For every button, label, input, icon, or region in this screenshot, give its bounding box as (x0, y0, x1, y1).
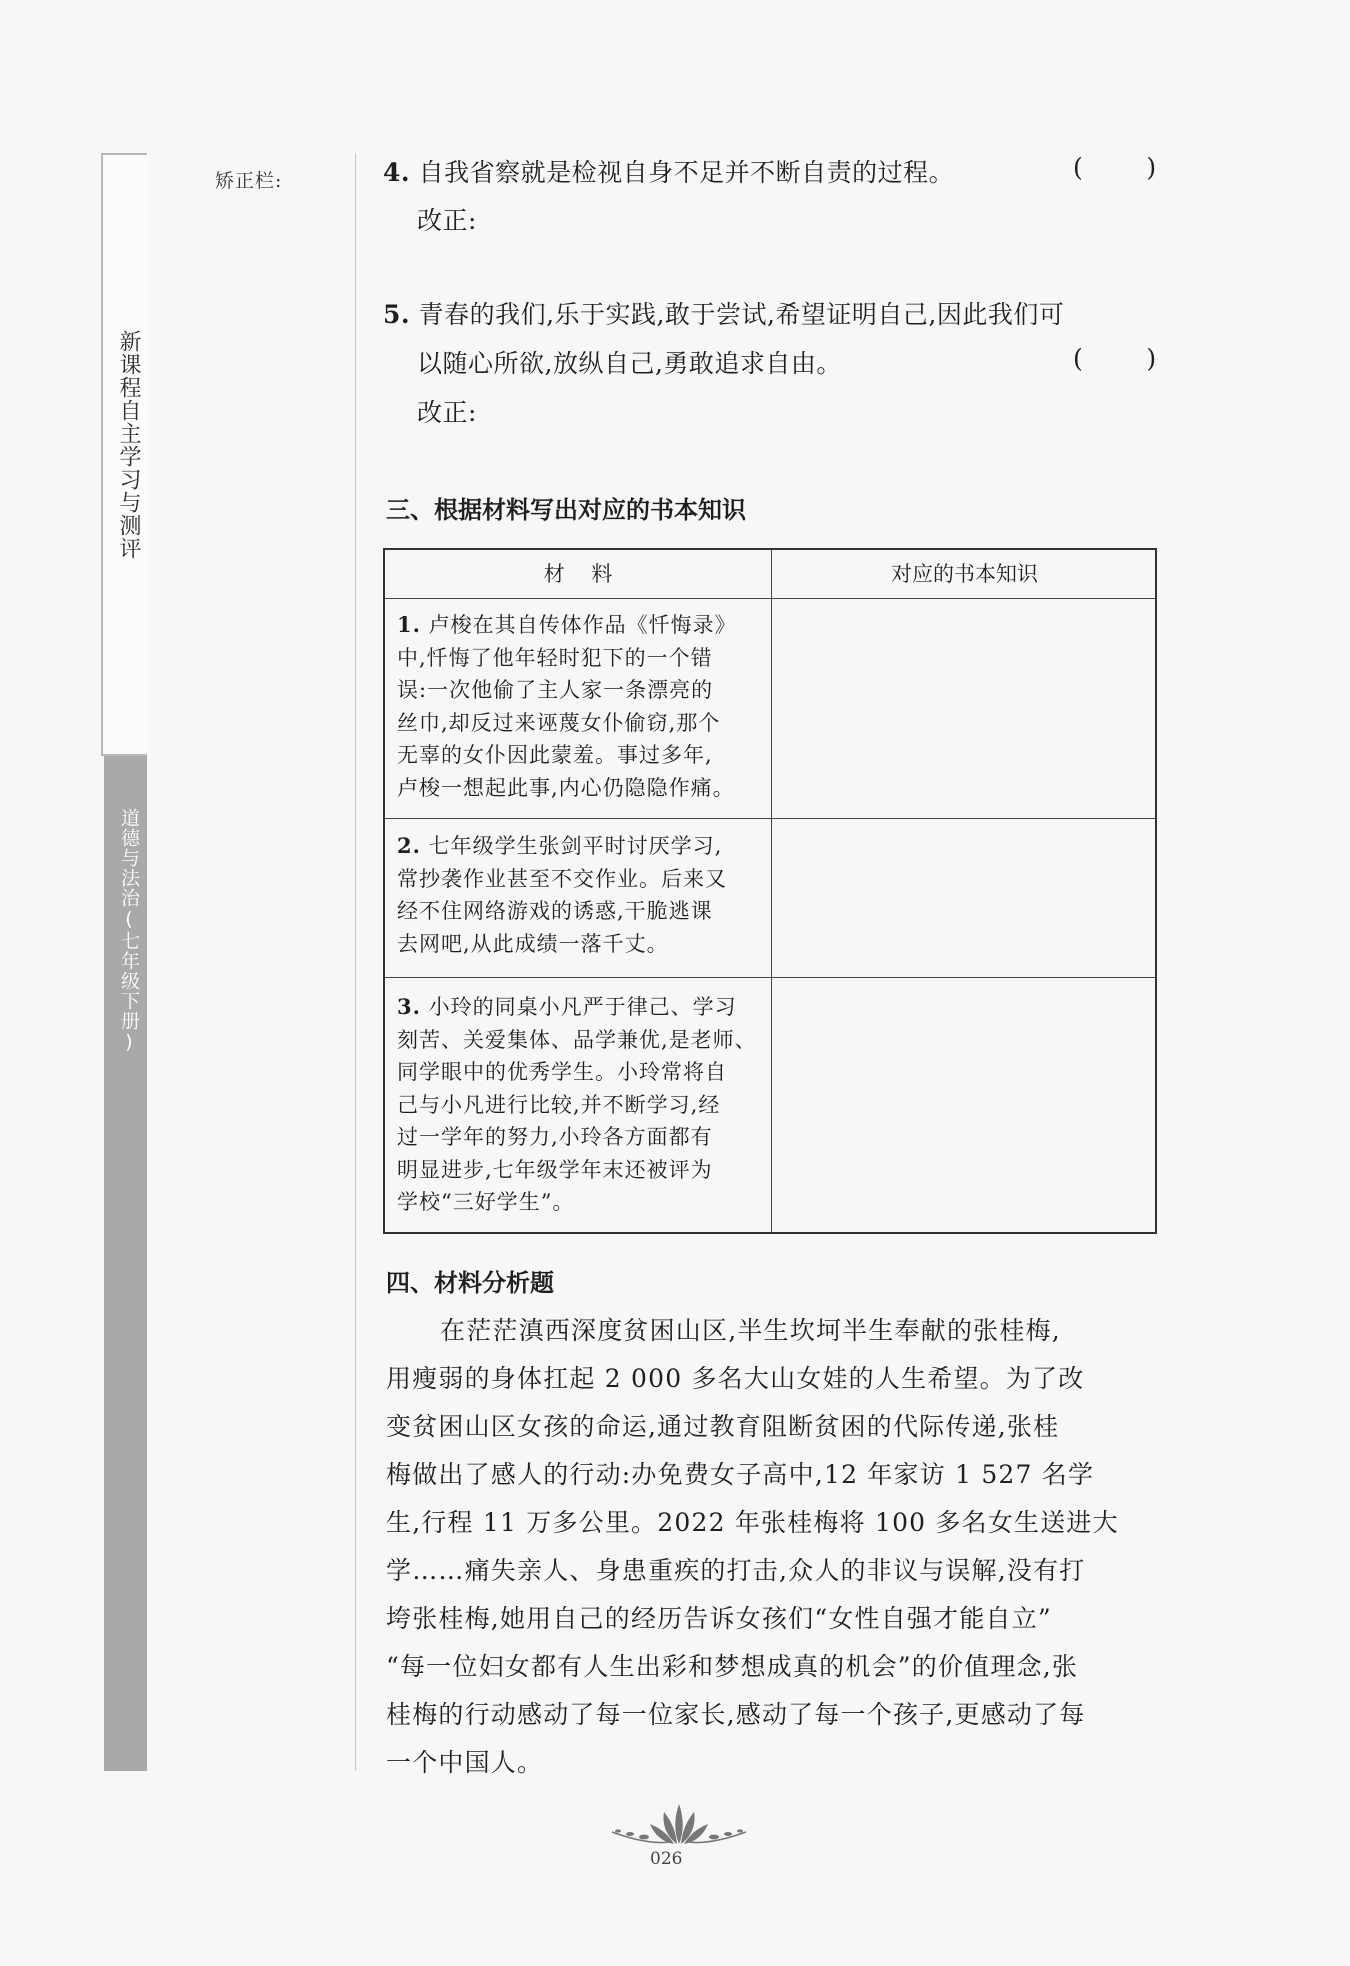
row-1-line-4: 丝巾,却反过来诬蔑女仆偷窃,那个 (397, 710, 721, 735)
row-1-number: 1. (397, 612, 421, 637)
floral-ornament-icon (604, 1800, 754, 1850)
table-row-divider-2 (385, 977, 1155, 978)
question-4-answer-paren[interactable]: ( ) (1073, 153, 1157, 182)
section-4-title: 四、材料分析题 (386, 1269, 554, 1297)
table-header-knowledge: 对应的书本知识 (891, 562, 1038, 586)
question-5-line-1 (383, 295, 1064, 331)
row-3-line-1: 小玲的同桌小凡严于律己、学习 (428, 995, 737, 1019)
row-3-line-6: 明显进步,七年级学年末还被评为 (397, 1157, 713, 1182)
question-5-text-1: 青春的我们,乐于实践,敢于尝试,希望证明自己,因此我们可 (418, 300, 1065, 329)
row-3-line-2: 刻苦、关爱集体、品学兼优,是老师、 (397, 1027, 757, 1052)
question-5-line-2: 以随心所欲,放纵自己,勇敢追求自由。 (417, 349, 842, 378)
table-column-divider (771, 550, 772, 1232)
row-2-number: 2. (397, 833, 421, 858)
row-2-line-3: 经不住网络游戏的诱惑,干脆逃课 (397, 899, 713, 923)
question-5-fix-label: 改正: (417, 398, 477, 427)
passage-line-3: 变贫困山区女孩的命运,通过教育阻断贫困的代际传递,张桂 (386, 1412, 1060, 1441)
question-4-line-1 (383, 153, 954, 189)
question-4-text: 自我省察就是检视自身不足并不断自责的过程。 (418, 158, 955, 187)
row-2-line-4: 去网吧,从此成绩一落千丈。 (397, 931, 669, 956)
correction-column-label: 矫正栏: (215, 170, 283, 192)
row-2-line-2: 常抄袭作业甚至不交作业。后来又 (397, 866, 727, 891)
series-name: 新课程自主学习与测评 (116, 330, 141, 560)
row-3-number: 3. (397, 994, 421, 1019)
passage-line-5: 生,行程 11 万多公里。2022 年张桂梅将 100 多名女生送进大 (386, 1508, 1119, 1537)
row-3-line-5: 过一学年的努力,小玲各方面都有 (397, 1125, 713, 1149)
passage-line-1: 在茫茫滇西深度贫困山区,半生坎坷半生奉献的张桂梅, (440, 1316, 1061, 1345)
margin-divider (355, 153, 356, 1771)
subject-name: 道德与法治(七年级下册) (118, 808, 140, 1054)
passage-line-9: 桂梅的行动感动了每一位家长,感动了每一个孩子,更感动了每 (386, 1700, 1086, 1729)
passage-line-2: 用瘦弱的身体扛起 2 000 多名大山女娃的人生希望。为了改 (386, 1364, 1085, 1393)
table-row-1-material (397, 609, 769, 804)
passage-line-10: 一个中国人。 (386, 1748, 544, 1777)
section-3-title: 三、根据材料写出对应的书本知识 (386, 496, 746, 524)
passage-line-7: 垮张桂梅,她用自己的经历告诉女孩们“女性自强才能自立” (386, 1604, 1052, 1633)
row-1-line-1: 卢梭在其自传体作品《忏悔录》 (428, 613, 737, 637)
table-row-3-material (397, 991, 769, 1219)
knowledge-table (383, 548, 1157, 1234)
row-3-line-7: 学校“三好学生”。 (397, 1190, 575, 1214)
question-5-answer-paren[interactable]: ( ) (1073, 344, 1157, 373)
table-row-divider-1 (385, 818, 1155, 819)
question-4-fix-label: 改正: (417, 206, 477, 235)
passage-line-6: 学……痛失亲人、身患重疾的打击,众人的非议与误解,没有打 (386, 1556, 1086, 1585)
page-number: 026 (650, 1849, 683, 1869)
row-1-line-5: 无辜的女仆因此蒙羞。事过多年, (397, 743, 713, 767)
row-2-line-1: 七年级学生张剑平时讨厌学习, (428, 834, 723, 858)
row-1-line-2: 中,忏悔了他年轻时犯下的一个错 (397, 645, 713, 670)
passage-line-4: 梅做出了感人的行动:办免费女子高中,12 年家访 1 527 名学 (386, 1460, 1095, 1489)
question-4-number: 4. (383, 158, 411, 187)
table-row-2-material (397, 830, 769, 960)
passage-line-8: “每一位妇女都有人生出彩和梦想成真的机会”的价值理念,张 (386, 1652, 1079, 1681)
row-1-line-3: 误:一次他偷了主人家一条漂亮的 (397, 678, 714, 702)
row-1-line-6: 卢梭一想起此事,内心仍隐隐作痛。 (397, 775, 735, 800)
table-header-material: 材 料 (543, 562, 613, 586)
row-3-line-4: 己与小凡进行比较,并不断学习,经 (397, 1092, 721, 1117)
table-header-divider (385, 598, 1155, 599)
question-5-number: 5. (383, 300, 411, 329)
row-3-line-3: 同学眼中的优秀学生。小玲常将自 (397, 1060, 727, 1084)
